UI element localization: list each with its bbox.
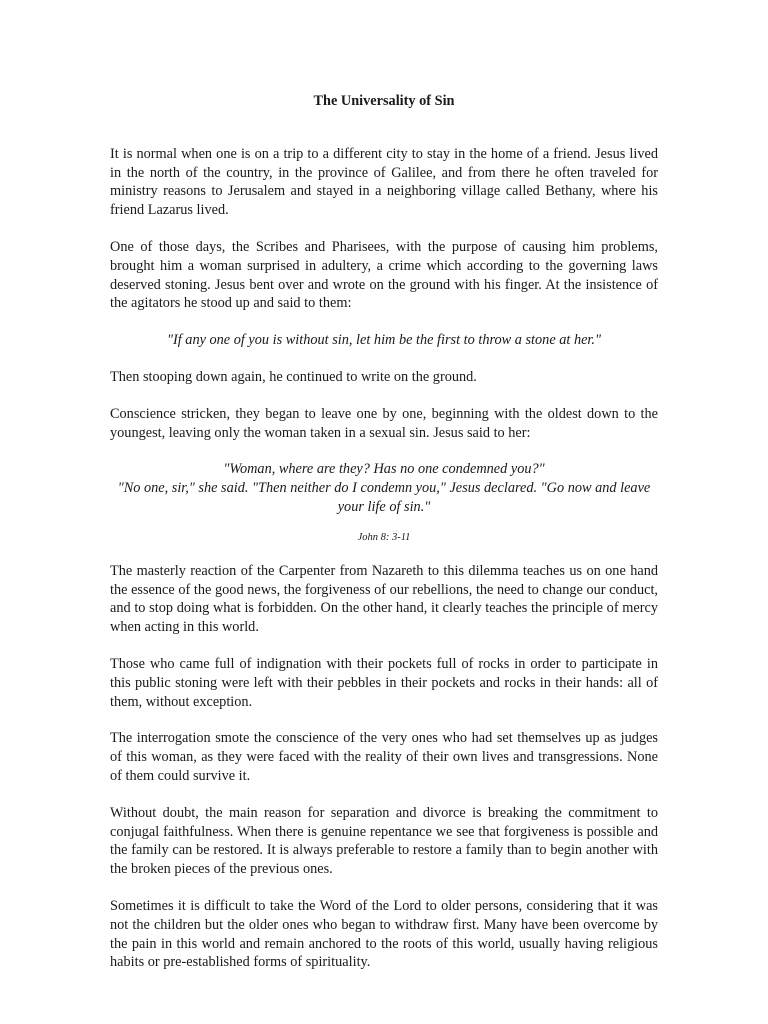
document-page — [110, 92, 658, 990]
dialogue-line: "Woman, where are they? Has no one condemned you?" — [223, 461, 545, 478]
scripture-quote: "If any one of you is without sin, let him be the first to throw a stone at her." — [166, 332, 601, 349]
scripture-citation: John 8: 3-11 — [357, 531, 411, 543]
document-title: The Universality of Sin — [313, 93, 455, 109]
paragraph: The interrogation smote the conscience of the very ones who had set themselves up as judges of this woman, as they were faced with the reality of their own lives and transgressions. None of them could survive it. — [110, 730, 658, 784]
paragraph: Conscience stricken, they began to leave one by one, beginning with the oldest down to the youngest, leaving only the woman taken in a sexual sin. Jesus said to her: — [110, 405, 658, 441]
paragraph: One of those days, the Scribes and Pharisees, with the purpose of causing him problems, brought him a woman surprised in adultery, a crime which according to the governing laws deserved stoning. Jesus bent over and wrote on the ground with his finger. At the insistence of the agitators he stood up and said to them: — [110, 238, 658, 312]
paragraph: Sometimes it is difficult to take the Word of the Lord to older persons, considering that it was not the children but the older ones who began to withdraw first. Many have been overcome by the pain in this world and remain anchored to the roots of this world, usually having religious habits or pre-established forms of spirituality. — [110, 897, 658, 971]
dialogue-quote — [110, 460, 658, 516]
paragraph: Then stooping down again, he continued to write on the ground. — [110, 368, 477, 385]
paragraph: It is normal when one is on a trip to a different city to stay in the home of a friend. Jesus lived in the north of the country, in the province of Galilee, and from there he often traveled for ministry reasons to Jerusalem and stayed in a neighboring village called Bethany, where his friend Lazarus lived. — [110, 145, 658, 219]
paragraph: The masterly reaction of the Carpenter from Nazareth to this dilemma teaches us on one hand the essence of the good news, the forgiveness of our rebellions, the need to change our conduct, and to stop doing what is forbidden. On the other hand, it clearly teaches the principle of mercy when acting in this world. — [110, 562, 658, 636]
paragraph: Those who came full of indignation with their pockets full of rocks in order to participate in this public stoning were left with their pebbles in their pockets and rocks in their hands: all of them, without exception. — [110, 655, 658, 710]
paragraph: Without doubt, the main reason for separation and divorce is breaking the commitment to conjugal faithfulness. When there is genuine repentance we see that forgiveness is possible and the family can be restored. It is always preferable to restore a family than to begin another with the broken pieces of the previous ones. — [110, 804, 658, 878]
dialogue-line: "No one, sir," she said. "Then neither do I condemn you," Jesus declared. "Go now and leave your life of sin." — [117, 480, 651, 515]
